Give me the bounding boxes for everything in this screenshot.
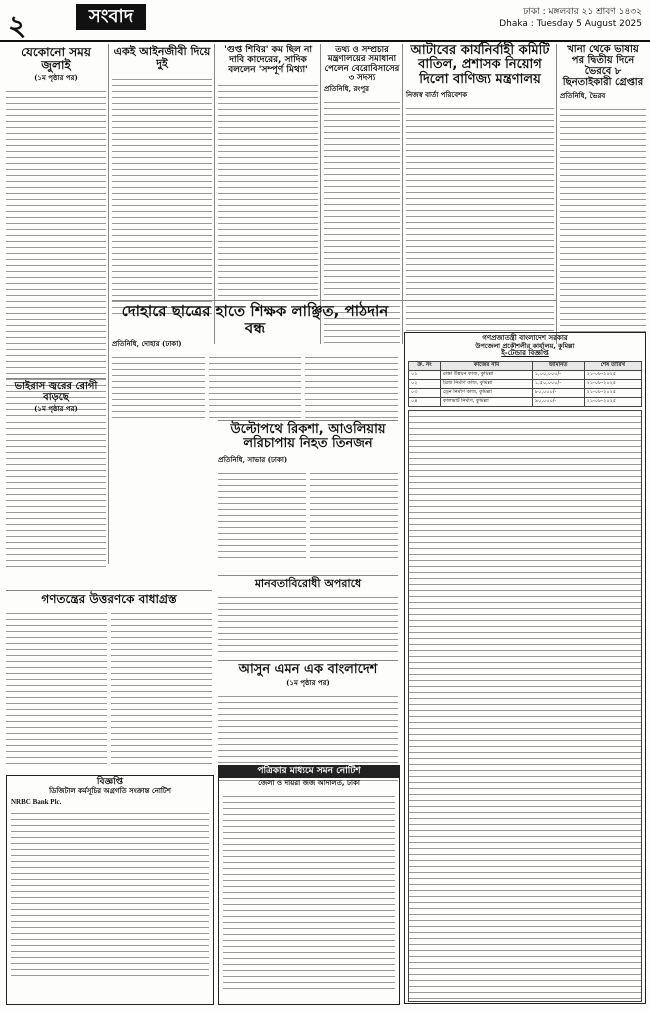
table-row: ০২ ব্রিজ নির্মাণ কাজ, কুমিল্লা ১,৫০,০০০/- ২১-০৮-২০২৫ <box>409 379 642 388</box>
tender-notice <box>404 332 646 1004</box>
article-body <box>6 417 106 567</box>
tender-table-continuation <box>408 410 642 1002</box>
ad-title: বিজ্ঞপ্তি <box>96 777 124 787</box>
tender-notice-title: ই-টেন্ডার বিজ্ঞপ্তি <box>501 348 549 357</box>
article-body <box>112 352 205 422</box>
newspaper-logo: সংবাদ <box>76 4 146 30</box>
column-rule <box>108 44 109 564</box>
ad-left <box>6 775 214 1005</box>
ad-subtitle: ডিজিটাল কর্মসূচির অগ্রগতি সংক্রান্ত নোটিশ <box>49 786 171 795</box>
tender-col-header: ক্র. নং <box>409 361 441 370</box>
headline: 'গুপ্ত শিবির' কম ছিল না দাবি কাদেরের, সাদিক বললেন 'সম্পূর্ণ মিথ্যা' <box>224 45 312 75</box>
story-guptashishir <box>218 46 318 300</box>
story-one-lawyer <box>112 46 212 314</box>
notice-body <box>223 791 395 991</box>
tender-office: উপজেলা প্রকৌশলীর কার্যালয়, কুমিল্লা <box>475 341 575 350</box>
story-democracy <box>6 590 212 768</box>
article-body <box>310 468 398 558</box>
notice-title: পত্রিকার মাধ্যমে সমন নোটিশ <box>219 766 399 778</box>
column-rule <box>402 44 403 344</box>
page-number: ২ <box>8 9 27 42</box>
headline: তথ্য ও সম্প্রচার মন্ত্রণালয়ের সমাধানা পেলেন বেরোবিসাসের ৩ সদস্য <box>324 45 400 84</box>
headline: দোহারে ছাত্রের হাতে শিক্ষক লাঞ্ছিত, পাঠদান বন্ধ <box>121 302 389 337</box>
headline: একই আইনজীবী দিয়ে দুই <box>113 45 211 71</box>
notice-subtitle: জেলা ও দায়রা জজ আদালত, ঢাকা <box>258 778 360 787</box>
headline: আসুন এমন এক বাংলাদেশ <box>218 660 398 677</box>
byline: প্রতিনিধি, ভৈরব <box>560 91 606 100</box>
article-body <box>305 352 398 422</box>
byline: প্রতিনিধি, সাভার (ঢাকা) <box>218 454 288 464</box>
continued-label: (১ম পৃষ্ঠার পর) <box>34 404 78 413</box>
headline: গণতন্ত্রের উত্তরণকে বাধাগ্রস্ত <box>6 590 212 606</box>
article-body <box>209 352 302 422</box>
headline: আটাবের কার্যনির্বাহী কমিটি বাতিল, প্রশাসক নিয়োগ দিলো বাণিজ্য মন্ত্রণালয় <box>410 43 550 87</box>
byline: প্রতিনিধি, দোহার (ঢাকা) <box>112 339 182 348</box>
dateline <box>499 6 642 30</box>
ad-body <box>11 808 209 978</box>
headline: খানা থেকে ভাষায় পর দ্বিতীয় দিনে ভৈরবে ৮ ছিনতাইকারী গ্রেপ্তার <box>562 44 644 88</box>
story-bangladesh <box>218 660 398 781</box>
tender-gov-title: গণপ্রজাতন্ত্রী বাংলাদেশ সরকার <box>482 334 568 342</box>
story-humanity <box>218 575 398 652</box>
story-main <box>406 44 554 333</box>
headline: মানবতাবিরোধী অপরাধে <box>218 575 398 590</box>
story-right-top <box>560 44 646 334</box>
tender-table <box>408 361 642 407</box>
headline: যেকোনো সময় জুলাই <box>21 45 91 73</box>
date-english: Dhaka : Tuesday 5 August 2025 <box>499 19 642 29</box>
tender-col-header: কাজের নাম <box>440 361 532 370</box>
date-bangla: ঢাকা : মঙ্গলবার ২১ শ্রাবণ ১৪৩২ <box>523 7 642 17</box>
article-body <box>218 80 318 300</box>
article-body <box>218 468 306 558</box>
ad-company: NRBC Bank Plc. <box>11 797 62 806</box>
table-row: ০৪ কালভার্ট নির্মাণ, কুমিল্লা ৯০,০০০/- ২১-০৮-২০২৫ <box>409 397 642 406</box>
headline: উল্টোপথে রিকশা, আওলিয়ায় লরিচাপায় নিহত তিনজন <box>218 420 398 452</box>
column-rule <box>214 44 215 344</box>
byline: নিজস্ব বার্তা পরিবেশক <box>406 89 468 99</box>
continued-label: (১ম পৃষ্ঠার পর) <box>34 73 78 83</box>
article-body <box>218 592 398 652</box>
article-body <box>406 103 554 333</box>
column-rule <box>320 44 321 344</box>
section-rule <box>112 300 556 301</box>
article-body <box>6 608 107 768</box>
headline: ভাইরাস জ্বরের রোগী বাড়ছে <box>6 378 106 403</box>
story-virus <box>6 378 106 567</box>
court-notice <box>218 765 400 1005</box>
article-body <box>111 608 212 768</box>
tender-col-header: শেষ তারিখ <box>584 361 641 370</box>
table-row: ০১ রাস্তা উন্নয়ন কাজ, কুমিল্লা ১,০০,০০০/- ২১-০৮-২০২৫ <box>409 370 642 379</box>
story-rickshaw <box>218 420 398 558</box>
continued-label: (১ম পৃষ্ঠার পর) <box>286 678 330 688</box>
article-body <box>112 74 212 314</box>
table-row: ০৩ ড্রেন নির্মাণ কাজ, কুমিল্লা ৮০,০০০/- ২১-০৮-২০২৫ <box>409 388 642 397</box>
tender-col-header: জামানত <box>532 361 584 370</box>
byline: প্রতিনিধি, রংপুর <box>324 84 369 94</box>
article-body <box>560 104 646 334</box>
column-rule <box>556 44 557 344</box>
masthead <box>0 0 650 42</box>
story-teacher <box>112 303 398 422</box>
